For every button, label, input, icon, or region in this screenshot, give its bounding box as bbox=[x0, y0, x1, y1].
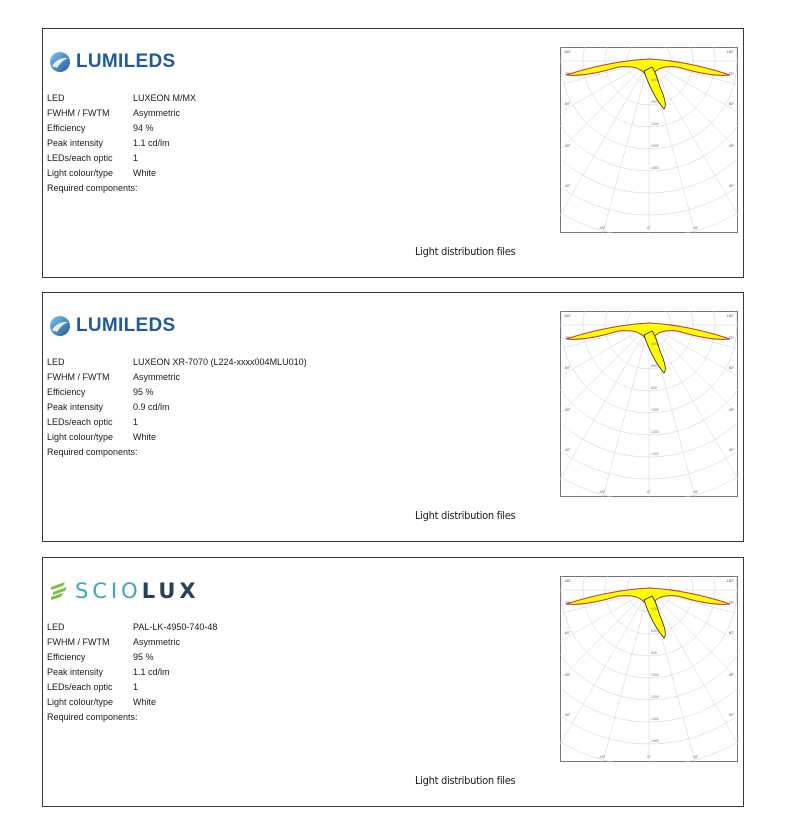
angle-tick-label: 75° bbox=[728, 72, 734, 76]
angle-tick-label: 15° bbox=[693, 490, 699, 494]
spec-label: LEDs/each optic bbox=[47, 682, 113, 692]
angle-tick-label: -45° bbox=[564, 144, 571, 148]
radial-tick-label: 1200 bbox=[651, 122, 659, 126]
brand-logo bbox=[49, 311, 176, 341]
spec-table bbox=[47, 91, 196, 196]
brand-name-part-2: LUX bbox=[141, 579, 200, 603]
radial-tick-label: 1400 bbox=[651, 452, 659, 456]
radial-tick-label: 400 bbox=[651, 607, 657, 611]
spec-row bbox=[47, 91, 196, 106]
light-distribution-files-link[interactable]: Light distribution files bbox=[415, 509, 516, 522]
spec-label: FWHM / FWTM bbox=[47, 372, 110, 382]
spec-value: 94 % bbox=[133, 123, 154, 133]
required-components-label: Required components: bbox=[47, 183, 138, 193]
radial-tick-label: 800 bbox=[651, 386, 657, 390]
required-components-label: Required components: bbox=[47, 712, 138, 722]
radial-tick-label: 1000 bbox=[651, 408, 659, 412]
spec-label: Light colour/type bbox=[47, 697, 114, 707]
spec-value: 1 bbox=[133, 153, 139, 163]
angle-tick-label: 30° bbox=[728, 448, 734, 452]
angle-tick-label: -75° bbox=[564, 72, 571, 76]
spec-row bbox=[47, 665, 217, 680]
angle-tick-label: 0° bbox=[647, 755, 651, 759]
angle-tick-label: 30° bbox=[728, 713, 734, 717]
radial-tick-label: 1800 bbox=[651, 166, 659, 170]
spec-row bbox=[47, 635, 217, 650]
angle-tick-label: -15° bbox=[598, 755, 606, 759]
radial-tick-label: 600 bbox=[651, 78, 657, 82]
spec-row bbox=[47, 355, 307, 370]
spec-table bbox=[47, 355, 307, 460]
spec-label: Peak intensity bbox=[47, 667, 104, 677]
spec-value: Asymmetric bbox=[133, 372, 180, 382]
spec-value: 95 % bbox=[133, 387, 154, 397]
radial-tick-label: 900 bbox=[651, 100, 657, 104]
angle-tick-label: -15° bbox=[598, 226, 606, 230]
spec-row bbox=[47, 166, 196, 181]
spec-value: White bbox=[133, 697, 157, 707]
spec-label: LED bbox=[47, 622, 65, 632]
brand-logo bbox=[49, 47, 176, 77]
angle-tick-label: -60° bbox=[564, 366, 571, 370]
angle-tick-label: 30° bbox=[728, 184, 734, 188]
spec-row bbox=[47, 370, 307, 385]
spec-value: 1.1 cd/lm bbox=[133, 138, 170, 148]
radial-tick-label: 1600 bbox=[651, 739, 659, 743]
angle-tick-label: 15° bbox=[693, 226, 699, 230]
spec-label: LED bbox=[47, 357, 65, 367]
spec-label: Efficiency bbox=[47, 387, 86, 397]
spec-value: LUXEON M/MX bbox=[133, 93, 197, 103]
spec-value: Asymmetric bbox=[133, 637, 180, 647]
spec-row bbox=[47, 680, 217, 695]
angle-tick-label: -45° bbox=[564, 408, 571, 412]
spec-row bbox=[47, 121, 196, 136]
spec-label: FWHM / FWTM bbox=[47, 108, 110, 118]
angle-tick-label: 75° bbox=[728, 336, 734, 340]
spec-row bbox=[47, 106, 196, 121]
angle-tick-label: 45° bbox=[728, 144, 734, 148]
angle-tick-label: 0° bbox=[647, 490, 651, 494]
angle-tick-label: 180° bbox=[564, 50, 572, 54]
angle-tick-label: -15° bbox=[598, 490, 606, 494]
angle-tick-label: 180° bbox=[564, 579, 572, 583]
radial-tick-label: 1200 bbox=[651, 695, 659, 699]
spec-row bbox=[47, 136, 196, 151]
spec-label: Efficiency bbox=[47, 123, 86, 133]
product-card-2 bbox=[42, 292, 744, 542]
angle-tick-label: 45° bbox=[728, 408, 734, 412]
spec-label: Light colour/type bbox=[47, 168, 114, 178]
brand-name: LUMILEDS bbox=[76, 51, 176, 72]
radial-tick-label: 600 bbox=[651, 364, 657, 368]
radial-tick-label: 1000 bbox=[651, 673, 659, 677]
spec-value: White bbox=[133, 432, 157, 442]
angle-tick-label: 180° bbox=[726, 50, 734, 54]
light-distribution-files-link[interactable]: Light distribution files bbox=[415, 245, 516, 258]
brand-name: LUMILEDS bbox=[76, 315, 176, 336]
polar-diagram bbox=[560, 311, 738, 497]
spec-label: Efficiency bbox=[47, 652, 86, 662]
required-components-label: Required components: bbox=[47, 447, 138, 457]
spec-row bbox=[47, 415, 307, 430]
radial-tick-label: 800 bbox=[651, 651, 657, 655]
angle-tick-label: 180° bbox=[726, 314, 734, 318]
angle-tick-label: -60° bbox=[564, 102, 571, 106]
radial-tick-label: 400 bbox=[651, 342, 657, 346]
lumileds-logo-icon bbox=[49, 51, 71, 73]
angle-tick-label: -30° bbox=[564, 448, 571, 452]
angle-tick-label: 60° bbox=[728, 102, 734, 106]
angle-tick-label: 15° bbox=[693, 755, 699, 759]
light-distribution-files-link[interactable]: Light distribution files bbox=[415, 774, 516, 787]
spec-table bbox=[47, 620, 217, 725]
spec-row bbox=[47, 385, 307, 400]
brand-name bbox=[75, 579, 200, 603]
lumileds-logo-icon bbox=[49, 315, 71, 337]
radial-tick-label: 1200 bbox=[651, 430, 659, 434]
spec-row bbox=[47, 620, 217, 635]
angle-tick-label: 75° bbox=[728, 601, 734, 605]
spec-row bbox=[47, 151, 196, 166]
spec-label: Light colour/type bbox=[47, 432, 114, 442]
angle-tick-label: 180° bbox=[564, 314, 572, 318]
spec-row bbox=[47, 695, 217, 710]
angle-tick-label: -30° bbox=[564, 184, 571, 188]
sciolux-logo-icon bbox=[49, 581, 69, 601]
angle-tick-label: -60° bbox=[564, 631, 571, 635]
polar-diagram bbox=[560, 47, 738, 233]
spec-label: LED bbox=[47, 93, 65, 103]
spec-value: PAL-LK-4950-740-48 bbox=[133, 622, 218, 632]
angle-tick-label: 180° bbox=[726, 579, 734, 583]
angle-tick-label: 60° bbox=[728, 631, 734, 635]
spec-value: 95 % bbox=[133, 652, 154, 662]
spec-value: 1 bbox=[133, 417, 139, 427]
spec-label: LEDs/each optic bbox=[47, 417, 113, 427]
radial-tick-label: 1500 bbox=[651, 144, 659, 148]
spec-label: Peak intensity bbox=[47, 402, 104, 412]
polar-diagram bbox=[560, 576, 738, 762]
spec-row bbox=[47, 650, 217, 665]
angle-tick-label: -75° bbox=[564, 601, 571, 605]
spec-value: Asymmetric bbox=[133, 108, 180, 118]
spec-value: White bbox=[133, 168, 157, 178]
angle-tick-label: 0° bbox=[647, 226, 651, 230]
angle-tick-label: 60° bbox=[728, 366, 734, 370]
spec-value: LUXEON XR-7070 (L224-xxxx004MLU010) bbox=[133, 357, 307, 367]
spec-value: 1 bbox=[133, 682, 139, 692]
product-card-1 bbox=[42, 28, 744, 278]
angle-tick-label: 45° bbox=[728, 673, 734, 677]
product-card-3 bbox=[42, 557, 744, 807]
spec-row bbox=[47, 400, 307, 415]
radial-tick-label: 1400 bbox=[651, 717, 659, 721]
spec-label: LEDs/each optic bbox=[47, 153, 113, 163]
spec-value: 1.1 cd/lm bbox=[133, 667, 170, 677]
brand-logo bbox=[49, 576, 200, 606]
spec-value: 0.9 cd/lm bbox=[133, 402, 170, 412]
angle-tick-label: -30° bbox=[564, 713, 571, 717]
angle-tick-label: -45° bbox=[564, 673, 571, 677]
angle-tick-label: -75° bbox=[564, 336, 571, 340]
radial-tick-label: 600 bbox=[651, 629, 657, 633]
spec-label: Peak intensity bbox=[47, 138, 104, 148]
spec-row bbox=[47, 430, 307, 445]
brand-name-part-1: SCIO bbox=[75, 579, 142, 603]
spec-label: FWHM / FWTM bbox=[47, 637, 110, 647]
